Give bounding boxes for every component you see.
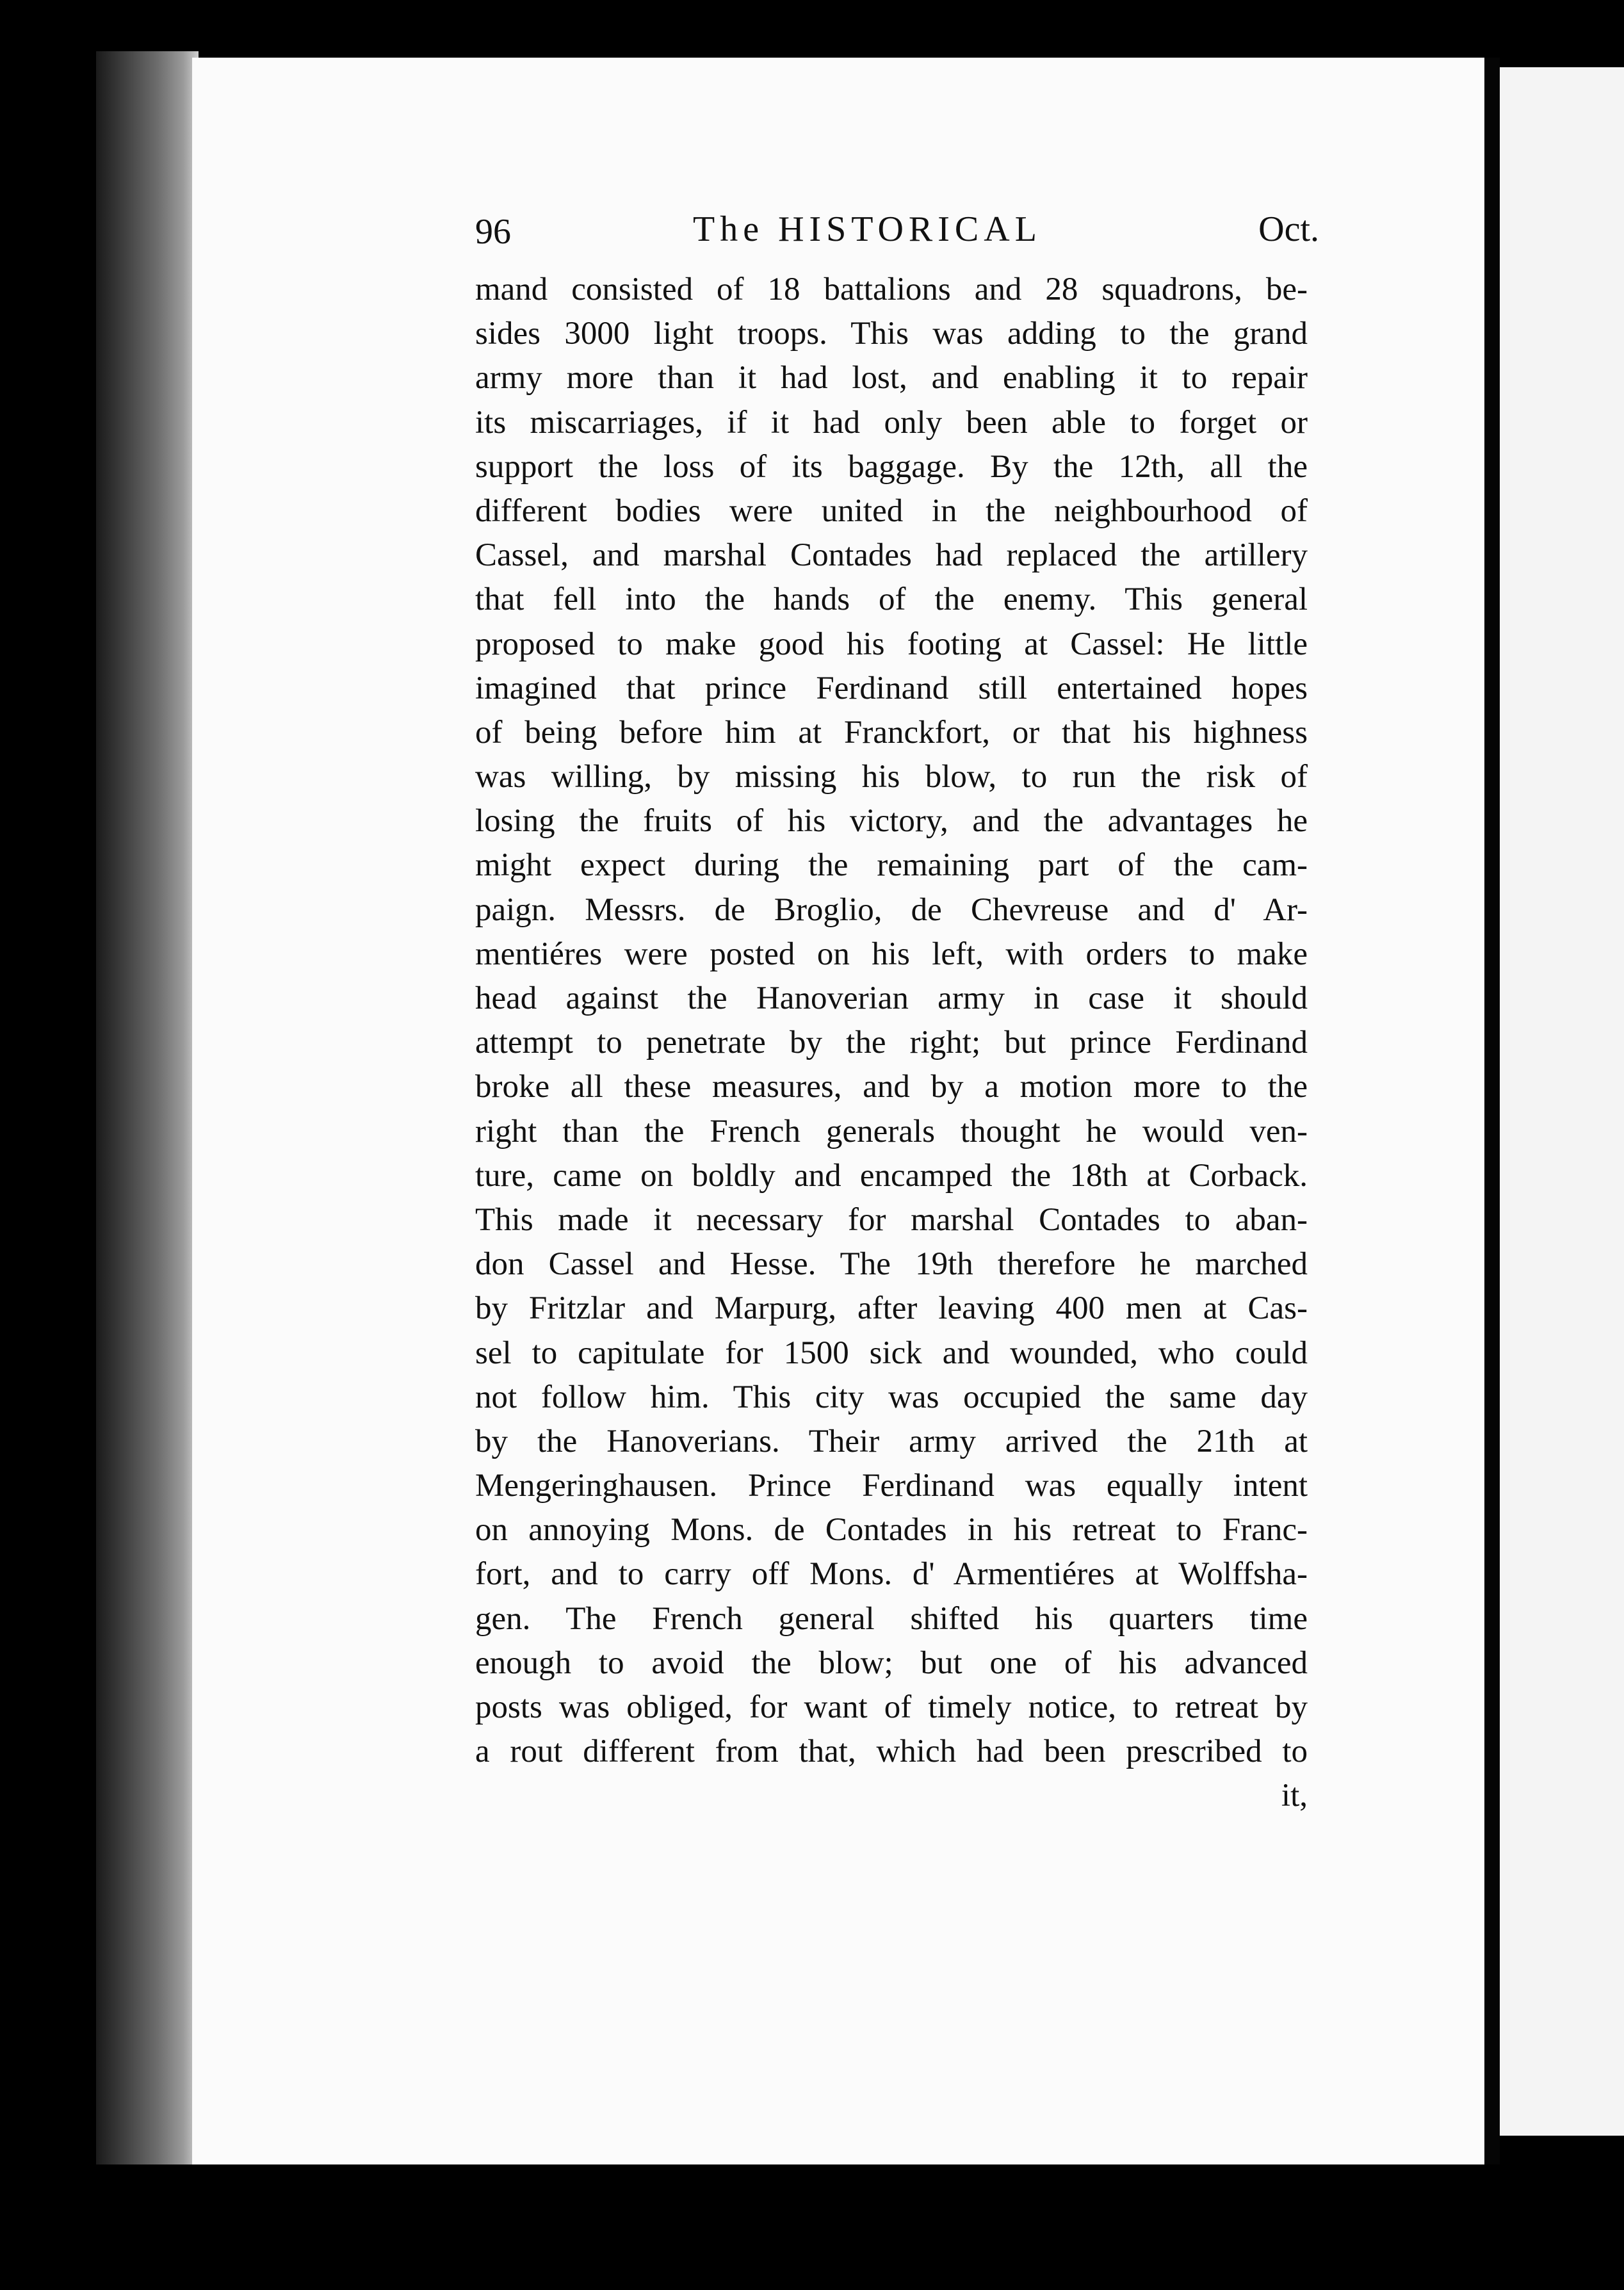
text-line: army more than it had lost, and enabling it to repair [475, 360, 1308, 396]
running-header [475, 204, 1319, 261]
running-month: Oct. [1258, 209, 1319, 249]
text-line: a rout different from that, which had been prescribed to [475, 1734, 1308, 1770]
page-gutter [1484, 58, 1500, 2164]
text-line: was willing, by missing his blow, to run the risk of [475, 759, 1308, 795]
book-spine [96, 51, 199, 2164]
text-line: paign. Messrs. de Broglio, de Chevreuse and d' Ar- [475, 891, 1308, 928]
text-line: This made it necessary for marshal Contades to aban- [475, 1201, 1308, 1238]
text-line: losing the fruits of his victory, and the advantages he [475, 803, 1308, 840]
text-line: fort, and to carry off Mons. d' Armentiéres at Wolffsha- [475, 1556, 1308, 1593]
text-line: sel to capitulate for 1500 sick and wounded, who could [475, 1335, 1308, 1371]
text-line: by Fritzlar and Marpurg, after leaving 400 men at Cas- [475, 1290, 1308, 1327]
facing-page-edge [1500, 67, 1624, 2136]
text-line: of being before him at Franckfort, or that his highness [475, 714, 1308, 751]
body-text [475, 268, 1308, 1819]
text-line: Cassel, and marshal Contades had replaced the artillery [475, 537, 1308, 574]
text-line: that fell into the hands of the enemy. This general [475, 581, 1308, 618]
text-line: gen. The French general shifted his quarters time [475, 1600, 1308, 1637]
text-line: Mengeringhausen. Prince Ferdinand was equally intent [475, 1468, 1308, 1504]
text-line: imagined that prince Ferdinand still entertained hopes [475, 670, 1308, 706]
text-line: support the loss of its baggage. By the 12th, all the [475, 448, 1308, 485]
text-line: sides 3000 light troops. This was adding to the grand [475, 316, 1308, 352]
text-line: its miscarriages, if it had only been able to forget or [475, 404, 1308, 441]
text-line: ture, came on boldly and encamped the 18th at Corback. [475, 1157, 1308, 1194]
text-line: proposed to make good his footing at Cassel: He little [475, 626, 1308, 662]
text-line: broke all these measures, and by a motion more to the [475, 1069, 1308, 1105]
text-line: don Cassel and Hesse. The 19th therefore he marched [475, 1246, 1308, 1283]
text-line: mentiéres were posted on his left, with orders to make [475, 936, 1308, 972]
text-line: different bodies were united in the neighbourhood of [475, 492, 1308, 529]
text-line: by the Hanoverians. Their army arrived the 21th at [475, 1423, 1308, 1459]
text-line: mand consisted of 18 battalions and 28 squadrons, be- [475, 272, 1308, 307]
text-line: on annoying Mons. de Contades in his retreat to Franc- [475, 1512, 1308, 1548]
text-line: posts was obliged, for want of timely notice, to retreat by [475, 1689, 1308, 1725]
text-line: might expect during the remaining part of the cam- [475, 847, 1308, 884]
text-line: right than the French generals thought he would ven- [475, 1113, 1308, 1149]
page-number: 96 [475, 212, 511, 252]
text-line: attempt to penetrate by the right; but prince Ferdinand [475, 1025, 1308, 1061]
catchword: it, [1281, 1778, 1308, 1814]
text-line: not follow him. This city was occupied the same day [475, 1379, 1308, 1415]
text-line: head against the Hanoverian army in case it should [475, 980, 1308, 1016]
running-title: The HISTORICAL [693, 209, 1042, 249]
text-line: enough to avoid the blow; but one of his advanced [475, 1644, 1308, 1681]
